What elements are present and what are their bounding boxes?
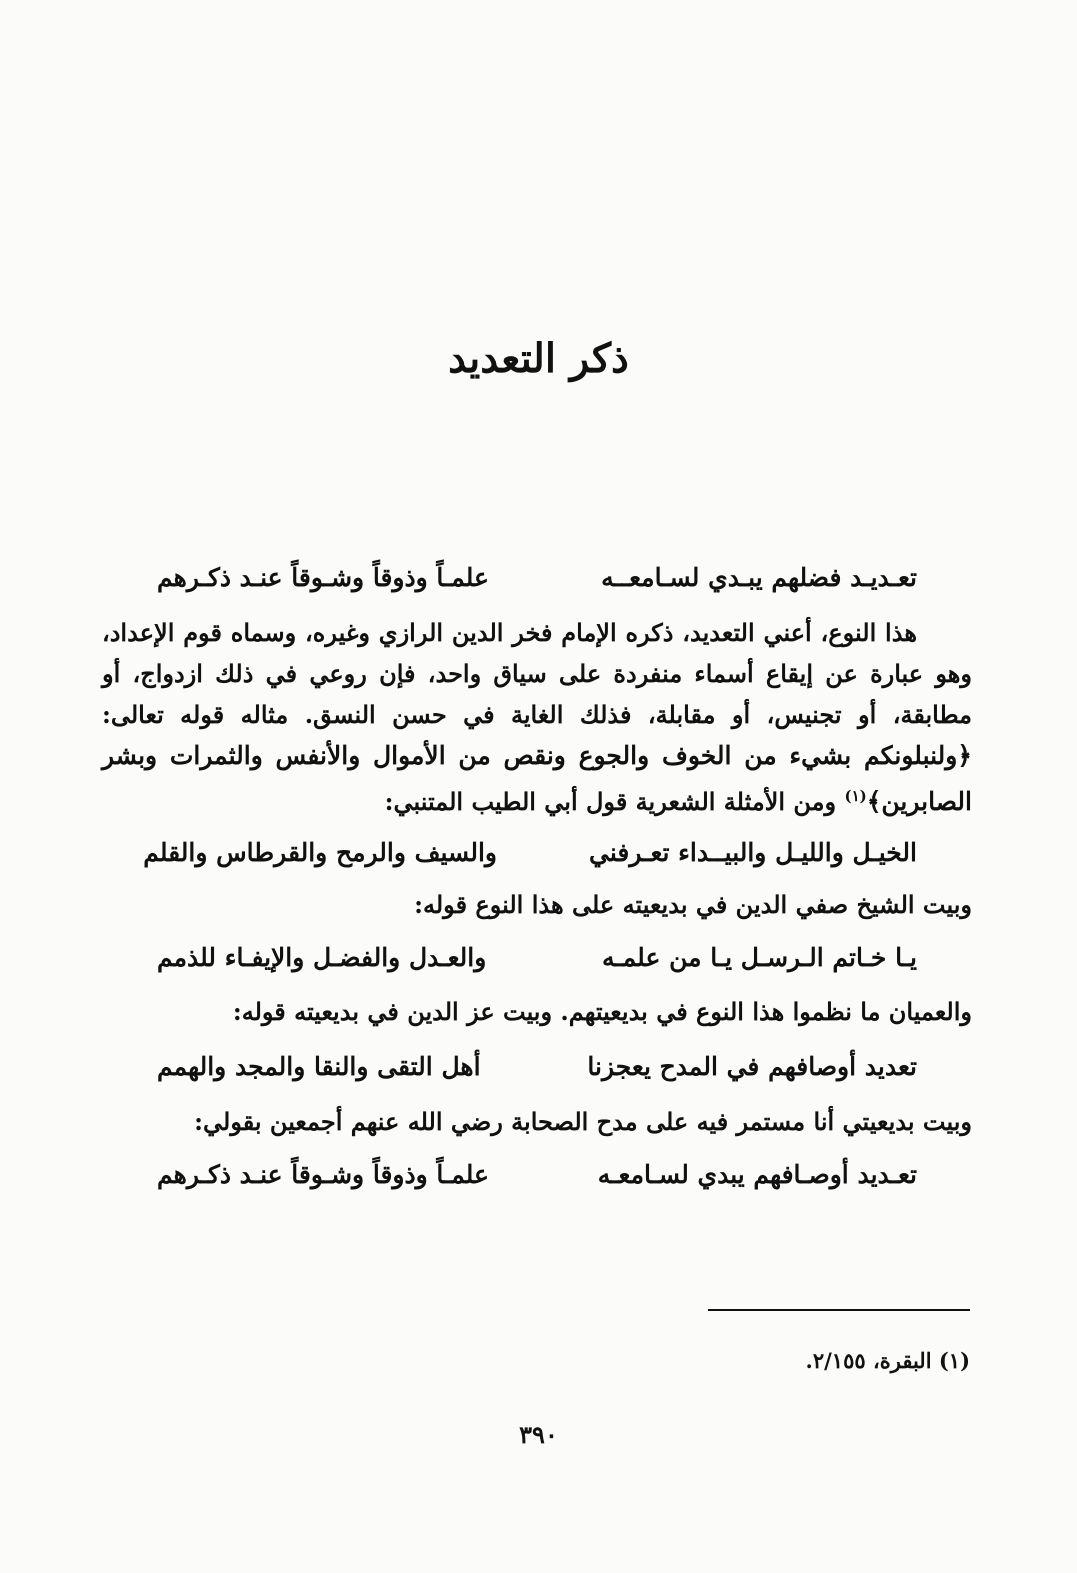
paragraph-text-b: ومن الأمثلة الشعرية قول أبي الطيب المتنبي: bbox=[384, 787, 845, 816]
footnote: (١) البقرة، ٢/١٥٥. bbox=[805, 1348, 970, 1373]
verse-author-first-hemistich: تعـديد أوصـافهم يبدي لسـامعـه bbox=[597, 1160, 917, 1189]
footnote-separator bbox=[708, 1309, 970, 1311]
paragraph-term: التعديد bbox=[689, 618, 755, 647]
line-author-intro: وبيت بديعيتي أنا مستمر فيه على مدح الصحابة رضي الله عنهم أجمعين بقولي: bbox=[194, 1107, 972, 1136]
verse-mutanabbi bbox=[143, 838, 917, 878]
verse-intro-first-hemistich: تعـديـد فضلهم يبـدي لسـامعــه bbox=[601, 563, 917, 592]
verse-safi-first-hemistich: يـا خـاتم الـرسـل يـا من علمـه bbox=[602, 943, 917, 972]
verse-izz-second-hemistich: أهل التقى والنقا والمجد والهمم bbox=[157, 1052, 481, 1081]
verse-intro-second-hemistich: علمـاً وذوقاً وشـوقاً عنـد ذكـرهم bbox=[157, 563, 489, 592]
verse-izz bbox=[157, 1052, 917, 1092]
page-number: ٣٩٠ bbox=[519, 1420, 558, 1449]
verse-safi bbox=[157, 943, 917, 983]
verse-izz-first-hemistich: تعديد أوصافهم في المدح يعجزنا bbox=[587, 1052, 917, 1081]
verse-author-second-hemistich: علمـاً وذوقاً وشـوقاً عنـد ذكـرهم bbox=[157, 1160, 489, 1189]
line-safi-intro: وبيت الشيخ صفي الدين في بديعيته على هذا النوع قوله: bbox=[414, 890, 972, 919]
paragraph-text-a: ، ذكره الإمام فخر الدين الرازي وغيره، وسماه قوم الإعداد، وهو عبارة عن إيقاع أسماء منفردة على سياق واحد، فإن روعي في ذلك ازدواج، أو مطابقة، أو تجنيس، أو مقابلة، فذلك الغاية في حسن النسق. مثاله قوله تعالى: bbox=[102, 618, 972, 729]
verse-safi-second-hemistich: والعـدل والفضـل والإيفـاء للذمم bbox=[157, 943, 487, 972]
paragraph-lead: هذا النوع، أعني bbox=[754, 618, 917, 647]
verse-intro bbox=[157, 563, 917, 603]
verse-mutanabbi-first-hemistich: الخيـل والليـل والبيــداء تعـرفني bbox=[589, 838, 917, 867]
line-izz-intro: والعميان ما نظموا هذا النوع في بديعيتهم. وبيت عز الدين في بديعيته قوله: bbox=[232, 997, 972, 1026]
main-paragraph bbox=[102, 612, 972, 822]
verse-author bbox=[157, 1160, 917, 1200]
quran-verse: ﴿ولنبلونكم بشيء من الخوف والجوع ونقص من الأموال والأنفس والثمرات وبشر الصابرين﴾ bbox=[102, 741, 972, 816]
chapter-title: ذكر التعديد bbox=[448, 335, 629, 382]
verse-mutanabbi-second-hemistich: والسيف والرمح والقرطاس والقلم bbox=[143, 838, 497, 867]
footnote-marker: (١) bbox=[844, 787, 867, 805]
